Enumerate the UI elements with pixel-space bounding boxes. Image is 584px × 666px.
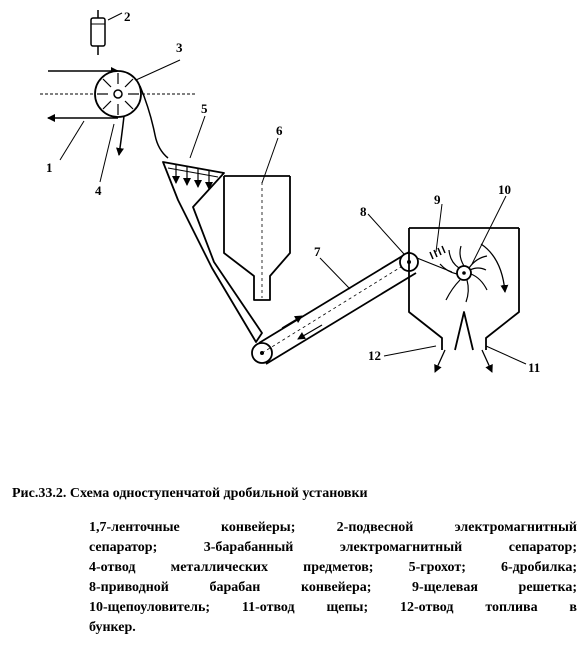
label-3: 3: [176, 40, 183, 55]
drum-magnetic-separator: [40, 71, 196, 158]
chip-catcher-unit: [409, 228, 519, 372]
label-8: 8: [360, 204, 367, 219]
label-5: 5: [201, 101, 208, 116]
legend-line: 8-приводной барабан конвейера; 9-щелевая решетка;: [89, 580, 577, 595]
label-11: 11: [528, 360, 541, 375]
label-6: 6: [276, 123, 283, 138]
label-9: 9: [434, 192, 441, 207]
label-10: 10: [498, 182, 511, 197]
legend-line: 10-щепоуловитель; 11-отвод щепы; 12-отвод топлива в: [89, 600, 577, 615]
legend-line: 4-отвод металлических предметов; 5-грохот; 6-дробилка;: [89, 560, 577, 575]
label-7: 7: [314, 244, 321, 259]
legend-line: бункер.: [89, 620, 136, 635]
figure-caption: Рис.33.2. Схема одноступенчатой дробильной установки: [12, 486, 368, 501]
figure-legend: [89, 518, 577, 638]
crusher: [224, 176, 290, 300]
legend-line: сепаратор; 3-барабанный электромагнитный сепаратор;: [89, 540, 577, 555]
legend-line: 1,7-ленточные конвейеры; 2-подвесной электромагнитный: [89, 520, 577, 535]
label-12: 12: [368, 348, 381, 363]
label-2: 2: [124, 9, 131, 24]
label-1: 1: [46, 160, 53, 175]
label-4: 4: [95, 183, 102, 198]
suspended-electromagnetic-separator: [91, 10, 122, 55]
